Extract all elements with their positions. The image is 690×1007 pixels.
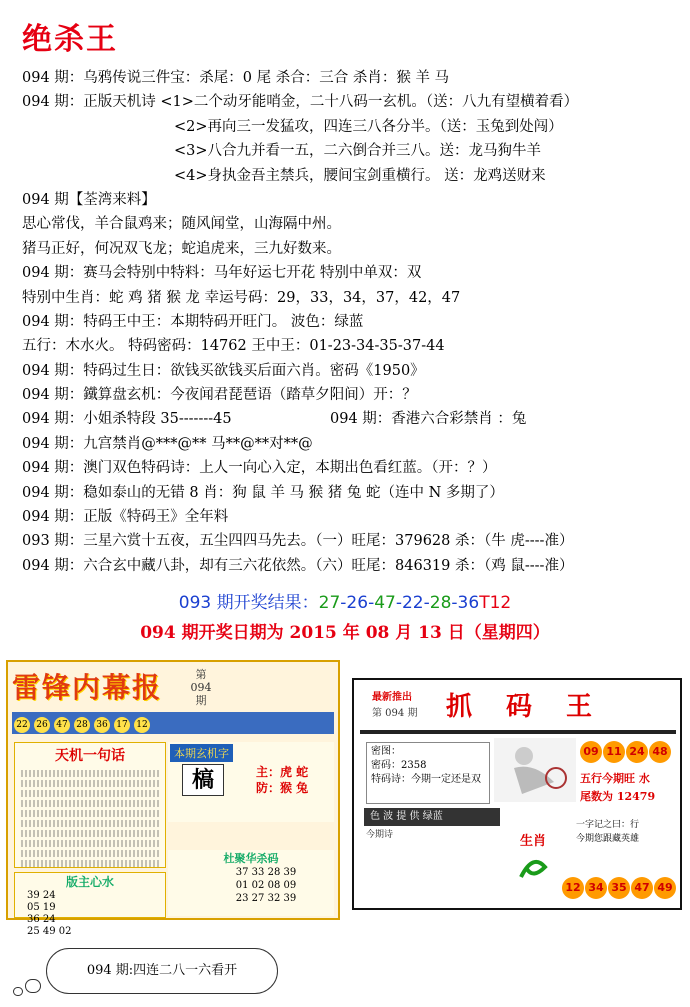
figure-illustration	[494, 738, 576, 802]
xuanjizi-box	[168, 742, 334, 822]
zhu-text: 主：虎 蛇	[256, 765, 309, 779]
banzhu-title: 版主心水	[65, 875, 114, 889]
content-line	[22, 90, 682, 114]
content-lines	[22, 66, 682, 578]
xuanjizi-zhufang	[256, 764, 308, 796]
weishu-text: 尾数为 12479	[580, 790, 656, 803]
line-text: 094 期：正版天机诗 <1>二个动牙能哨金，二十八码一玄机。（送：八九有望横着看）	[22, 94, 579, 111]
number-ball: 49	[654, 877, 676, 899]
line-text: 五行：木水火。 特码密码：14762 王中王：01-23-34-35-37-44	[22, 338, 445, 355]
content-line	[22, 407, 682, 431]
number-row: 39 24	[27, 890, 56, 901]
zmw-mima-box	[366, 742, 490, 804]
content-line	[22, 139, 682, 163]
number-ball: 28	[74, 717, 90, 733]
line-text: 094 期：乌鸦传说三件宝：杀尾：0 尾 杀合：三合 杀肖：猴 羊 马	[22, 70, 450, 86]
shama-box	[168, 850, 334, 916]
content-line	[22, 359, 682, 383]
line-text: <4>身执金吾主禁兵，腰间宝剑重横行。 送：龙鸡送财来	[174, 167, 546, 184]
number-ball: 22	[14, 717, 30, 733]
result-sep: -	[451, 593, 458, 613]
line-text: 094 期：六合玄中藏八卦，却有三六花依然。（六）旺尾：846319 杀：（鸡 鼠----准）	[22, 557, 574, 574]
content-line	[22, 188, 682, 212]
zmw-shengxiao	[500, 830, 566, 894]
zmw-top-balls	[580, 740, 672, 763]
result-number: 47	[374, 593, 396, 613]
result-prefix: 093 期开奖结果：	[178, 593, 319, 613]
fang-text: 防：猴 兔	[256, 781, 309, 795]
content-line	[22, 115, 682, 139]
sebo-bar: 色 波 提 供 绿蓝	[364, 808, 500, 826]
number-ball: 09	[580, 741, 602, 763]
tmsj-line: 特码诗：今期一定还是双	[371, 774, 481, 785]
line-text: 094 期【荃湾来料】	[22, 191, 156, 208]
draw-date: 094 期开奖日期为 2015 年 08 月 13 日（星期四）	[140, 623, 550, 643]
line-text: 094 期：特码王中王：本期特码开旺门。 波色：绿蓝	[22, 313, 364, 330]
zhuamawang-image	[352, 678, 682, 910]
bubble-tail-2	[13, 987, 23, 996]
tianji-box	[14, 742, 166, 868]
line-text: 094 期：澳门双色特码诗：上人一向心入定，本期出色看红蓝。（开：？）	[22, 460, 497, 477]
line-text: 094 期：九宫禁肖@***@** 马**@**对**@	[22, 435, 313, 452]
thought-bubble	[46, 948, 278, 994]
content-line	[22, 286, 682, 310]
number-row: 36 24	[27, 914, 56, 925]
content-line	[22, 554, 682, 578]
zmw-yzj	[576, 818, 676, 846]
mitu-label: 密图：	[371, 746, 401, 757]
result-sep: -	[340, 593, 347, 613]
content-line	[22, 66, 682, 90]
bubble-text: 094 期:四连二八一六看开	[86, 963, 238, 978]
content-line	[22, 310, 682, 334]
content-line	[22, 383, 682, 407]
number-ball: 11	[603, 741, 625, 763]
yzj-text: 一字记之曰：行	[576, 820, 640, 830]
number-row: 01 02 08 09	[235, 880, 297, 891]
leifeng-issue: 第094期	[190, 668, 212, 707]
result-number: 26	[346, 593, 369, 613]
content-line	[22, 237, 682, 261]
zmw-header: 最新推出	[372, 692, 412, 703]
shama-nums	[168, 866, 334, 905]
xuanjizi-tag: 本期玄机字	[170, 744, 233, 762]
content-line	[22, 212, 682, 236]
number-ball: 47	[54, 717, 70, 733]
result-numbers	[319, 593, 480, 613]
banzhu-nums	[15, 890, 165, 938]
number-row: 05 19	[27, 902, 56, 913]
zmw-title: 抓码王	[446, 692, 627, 722]
line-text: 094 期：小姐杀特段 35-------45	[22, 411, 232, 428]
leifeng-newsletter-image	[6, 660, 340, 937]
tianji-rows	[15, 765, 165, 872]
zmw-wuxing	[576, 770, 682, 810]
result-number: 22	[401, 593, 424, 613]
line-text: 特别中生肖：蛇 鸡 猪 猴 龙 幸运号码：29，33，34，37，42，47	[22, 289, 461, 306]
zmw-poem	[366, 830, 494, 900]
result-number: 28	[429, 593, 452, 613]
content-line	[22, 334, 682, 358]
shengxiao-label: 生肖	[519, 834, 546, 849]
content-line	[22, 505, 682, 529]
line-text: 094 期：赛马会特别中特料：马年好运七开花 特别中单双：双	[22, 265, 422, 282]
line-text: 094 期：特码过生日：欲钱买欲钱买后面六肖。密码《1950》	[22, 362, 425, 379]
banzhu-box	[14, 872, 166, 937]
line-text: 093 期：三星六赏十五夜，五尘四四马先去。（一）旺尾：379628 杀：（牛 虎----准）	[22, 533, 574, 550]
number-ball: 48	[649, 741, 671, 763]
content-line	[22, 261, 682, 285]
number-ball: 17	[114, 717, 130, 733]
number-ball: 47	[631, 877, 653, 899]
content-line	[22, 481, 682, 505]
result-sep: -	[395, 593, 402, 613]
mima-line	[371, 759, 485, 773]
page-title: 绝杀王	[22, 22, 118, 57]
number-ball: 26	[34, 717, 50, 733]
number-ball: 12	[134, 717, 150, 733]
content-line	[22, 432, 682, 456]
line-text: <2>再向三一发猛攻，四连三八各分半。（送：玉兔到处闯）	[174, 118, 563, 135]
result-special: T12	[479, 593, 512, 613]
line-text: 猪马正好，何况双飞龙；蛇追虎来，三九好数来。	[22, 240, 341, 257]
leifeng-ball-row	[12, 712, 334, 734]
number-ball: 34	[585, 877, 607, 899]
zmw-artwork	[494, 738, 576, 802]
line-text-col2: 094 期：香港六合彩禁肖 ：兔	[330, 411, 527, 428]
line-text: 094 期：鐵算盘玄机：今夜闻君琵琶语（踏草夕阳间）开：？	[22, 387, 417, 404]
number-row: 23 27 32 39	[235, 893, 297, 904]
shama-title: 杜聚华杀码	[223, 852, 279, 865]
mima-value: 2358	[401, 760, 427, 771]
number-ball: 36	[94, 717, 110, 733]
leifeng-banner: 雷锋内幕报	[12, 671, 163, 704]
zmw-divider	[360, 730, 676, 734]
number-ball: 35	[608, 877, 630, 899]
number-ball: 12	[562, 877, 584, 899]
content-line	[22, 164, 682, 188]
line-text: 094 期：稳如泰山的无错 8 肖：狗 鼠 羊 马 猴 猪 兔 蛇（连中 N 多期了）	[22, 484, 504, 501]
wuxing-text: 五行今期旺 水	[580, 772, 650, 785]
result-number: 27	[318, 593, 341, 613]
draw-result	[0, 588, 690, 613]
result-number: 36	[457, 593, 480, 613]
number-row: 37 33 28 39	[235, 867, 297, 878]
result-sep: -	[423, 593, 430, 613]
number-ball: 24	[626, 741, 648, 763]
tianji-title: 天机一句话	[55, 748, 125, 764]
line-text: <3>八合九并看一五，二六倒合并三八。送：龙马狗牛羊	[174, 143, 542, 160]
zmw-issue: 第 094 期	[372, 708, 418, 719]
note-text: 今期您跟藏英雄	[576, 834, 640, 844]
line-text: 094 期：正版《特码王》全年料	[22, 509, 229, 526]
line-text: 思心常伐，羊合鼠鸡来；随风闻堂，山海隔中州。	[22, 216, 341, 233]
content-line	[22, 529, 682, 553]
mima-label: 密码：	[371, 760, 401, 771]
jinqishi-label: 今期诗	[366, 830, 394, 840]
number-row: 25 49 02	[27, 926, 72, 937]
content-line	[22, 456, 682, 480]
bubble-tail-1	[25, 979, 41, 993]
result-sep: -	[368, 593, 375, 613]
snake-icon	[513, 849, 553, 885]
xuanjizi-char: 槁	[182, 764, 224, 796]
zmw-bottom-balls	[562, 876, 677, 899]
